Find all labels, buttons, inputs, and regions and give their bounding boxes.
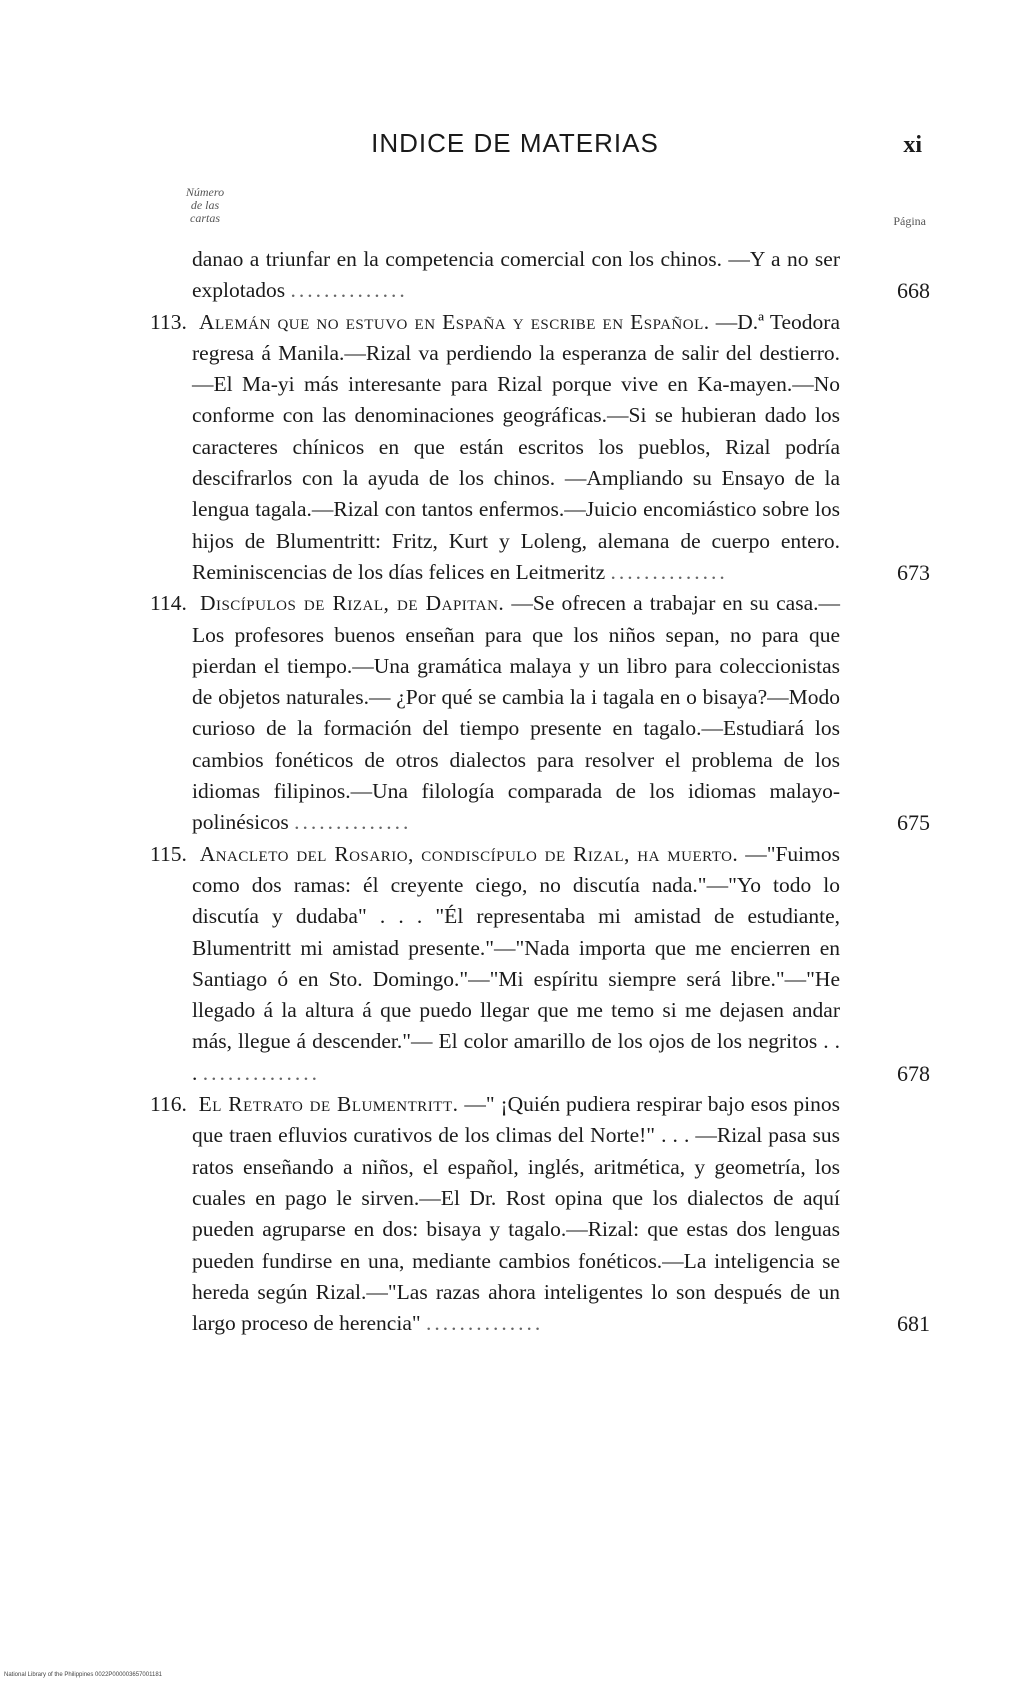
- index-entry: [150, 307, 930, 589]
- page-header: [0, 128, 1030, 168]
- dot-leader: ..............: [202, 1060, 320, 1085]
- index-entry: [150, 244, 930, 307]
- index-entry: [150, 839, 930, 1089]
- roman-page-number: xi: [903, 132, 922, 158]
- entry-text: —"Fuimos como dos ramas: él creyente ciego, no discutía nada."—"Yo todo lo discutía y dudaba" . . . "Él representaba mi amistad de estudiante, Blumentritt mi amistad presente."—"Nada importa que me encierren en Santiago ó en Sto. Domingo."—"Mi espíritu siempre será libre."—"He llegado á la altura á que puedo llegar que me temo si me dejasen andar más, llegue á descender."— El color amarillo de los ojos de los negritos . . .: [192, 841, 840, 1085]
- dot-leader: ..............: [294, 810, 412, 835]
- entry-number: 114.: [150, 591, 187, 616]
- entry-title: El Retrato de Blumentritt.: [198, 1092, 459, 1117]
- index-body: [150, 244, 930, 1339]
- dot-leader: ..............: [290, 278, 408, 303]
- dot-leader: ..............: [426, 1311, 544, 1336]
- entry-number: 115.: [150, 841, 187, 866]
- entry-title: Discípulos de Rizal, de Dapitan.: [199, 591, 505, 616]
- entry-page-number: 678: [897, 1060, 930, 1086]
- entry-page-number: 681: [897, 1311, 930, 1337]
- entry-text: —Se ofrecen a trabajar en su casa.—Los profesores buenos enseñan para que los niños sepan, no para que pierdan el tiempo.—Una gramática malaya y un libro para coleccionistas de objetos naturales.— ¿Por qué se cambia la i tagala en o bisaya?—Modo curioso de la formación del tiempo presente en tagalo.—Estudiará los cambios fonéticos de otros dialectos para resolver el problema de los idiomas filipinos.—Una filología comparada de los idiomas malayo-polinésicos: [192, 591, 840, 835]
- page-title: INDICE DE MATERIAS: [371, 128, 659, 158]
- library-footer: National Library of the Philippines 0022P000003657001181: [4, 1672, 163, 1678]
- entry-text: —D.ª Teodora regresa á Manila.—Rizal va perdiendo la esperanza de salir del destierro.—El Ma-yi más interesante para Rizal porque vive en Ka-mayen.—No conforme con las denominaciones geográficas.—Si se hubieran dado los caracteres chínicos en que están escritos los pueblos, Rizal podría descifrarlos con la ayuda de los chinos. —Ampliando su Ensayo de la lengua tagala.—Rizal con tantos enfermos.—Juicio encomiástico sobre los hijos de Blumentritt: Fritz, Kurt y Loleng, alemana de cuerpo entero. Reminiscencias de los días felices en Leitmeritz: [192, 309, 840, 584]
- entry-title: Alemán que no estuvo en España y escribe en Español.: [198, 309, 710, 334]
- entry-text: —" ¡Quién pudiera respirar bajo esos pinos que traen efluvios curativos de los climas del Norte!" . . . —Rizal pasa sus ratos enseñando a niños, el español, inglés, aritmética, y geometría, los cuales en pago le sirven.—El Dr. Rost opina que los dialectos de aquí pueden agruparse en dos: bisaya y tagalo.—Rizal: que estas dos lenguas pueden fundirse en una, mediante cambios fonéticos.—La inteligencia se hereda según Rizal.—"Las razas ahora inteligentes lo son después de un largo proceso de herencia": [192, 1092, 841, 1336]
- entry-number: 113.: [150, 309, 187, 334]
- entry-number: 116.: [150, 1092, 187, 1117]
- index-entry: [150, 1089, 930, 1339]
- entry-page-number: 668: [897, 278, 930, 304]
- page-column-label: Página: [893, 214, 926, 228]
- entry-text: danao a triunfar en la competencia comercial con los chinos. —Y a no ser explotados ..............: [192, 247, 840, 303]
- letter-number-column-label: Número de las cartas: [185, 185, 225, 225]
- index-entry: [150, 588, 930, 838]
- dot-leader: ..............: [610, 559, 728, 584]
- entry-page-number: 673: [897, 559, 930, 585]
- entry-page-number: 675: [897, 810, 930, 836]
- entry-title: Anacleto del Rosario, condiscípulo de Rizal, ha muerto.: [199, 841, 739, 866]
